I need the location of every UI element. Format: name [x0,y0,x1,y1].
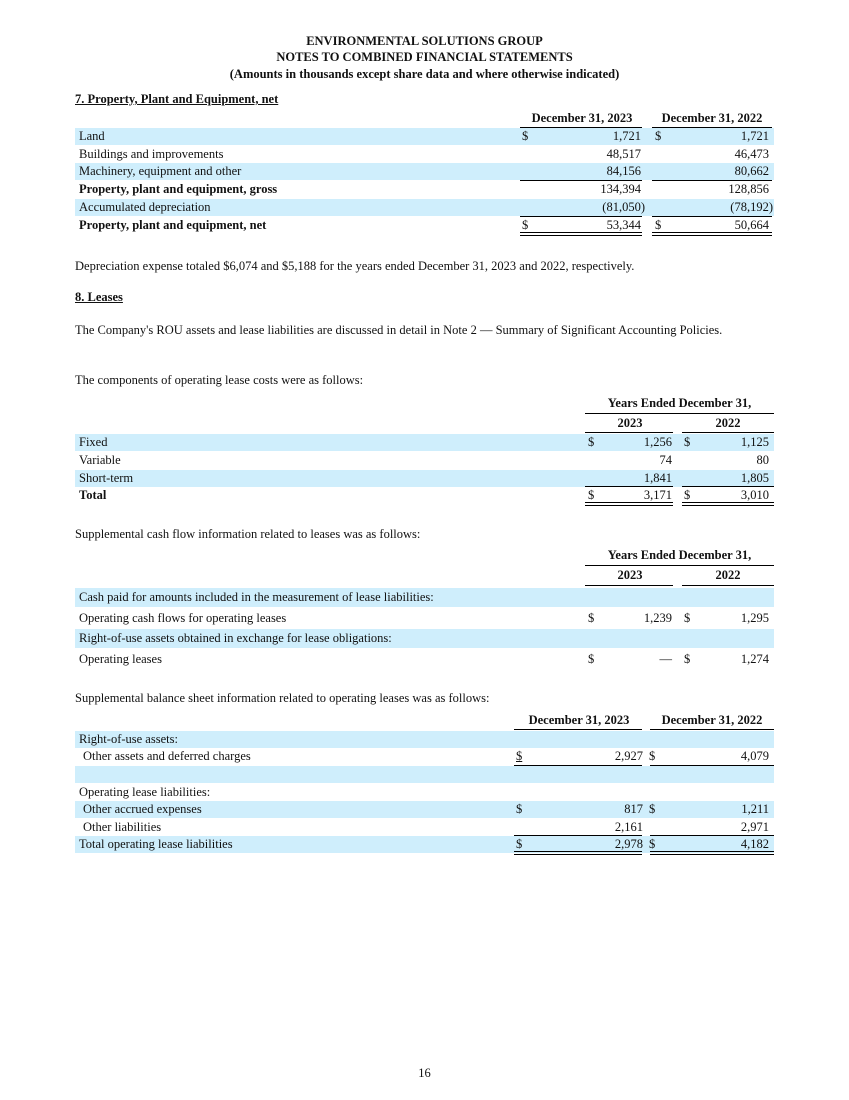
value-2022: 1,805 [740,471,769,485]
document-title: NOTES TO COMBINED FINANCIAL STATEMENTS [276,50,573,64]
lease-cost-fixed [75,434,774,451]
value-2022: 3,010 [740,488,769,502]
ppe-col-2023: December 31, 2023 [531,111,633,125]
year-rule [585,432,673,433]
row-label: Machinery, equipment and other [79,164,242,178]
document-subtitle: (Amounts in thousands except share data and where otherwise indicated) [229,67,620,81]
ppe-row-buildings [75,146,774,163]
balance-row-lease-liabilities [75,784,774,801]
value-2023: (81,050) [602,200,645,214]
currency-symbol: $ [649,749,656,763]
value-2023: 134,394 [600,182,641,196]
currency-symbol: $ [516,837,523,851]
years-header-rule [585,413,774,414]
value-2022: 80 [756,453,769,467]
page-number: 16 [418,1066,431,1080]
row-label: Other accrued expenses [83,802,202,816]
balance-row-rou-assets [75,731,774,748]
value-2023: 48,517 [606,147,641,161]
row-label: Total operating lease liabilities [79,837,233,851]
row-label: Buildings and improvements [79,147,224,161]
company-name: ENVIRONMENTAL SOLUTIONS GROUP [306,34,543,48]
value-2022: 50,664 [734,218,769,232]
value-2022: 128,856 [728,182,769,196]
value-2022: 1,721 [740,129,769,143]
leases-intro: The Company's ROU assets and lease liabilities are discussed in detail in Note 2 — Summary of Significant Accounting Policies. [75,323,723,337]
total-double-rule [650,851,774,855]
currency-symbol: $ [588,488,595,502]
years-header: Years Ended December 31, [607,396,752,410]
year-2023: 2023 [617,416,643,430]
row-label: Total [79,488,107,502]
year-2022: 2022 [715,416,741,430]
ppe-row-machinery [75,163,774,180]
currency-symbol: $ [588,435,595,449]
value-2022: 1,274 [740,652,769,666]
total-double-rule [682,502,774,506]
cashflow-row-cash-paid [75,588,774,607]
row-label: Property, plant and equipment, net [79,218,267,232]
row-label: Other assets and deferred charges [83,749,251,763]
value-2023: 74 [659,453,672,467]
row-label: Variable [79,453,121,467]
cashflow-row-operating-cash [75,609,774,628]
currency-symbol: $ [588,652,595,666]
value-2023: 84,156 [606,164,641,178]
balance-row-spacer [75,766,774,783]
row-label: Accumulated depreciation [79,200,211,214]
balance-col-2022: December 31, 2022 [661,713,763,727]
value-2022: 46,473 [734,147,769,161]
value-2023: 1,841 [643,471,672,485]
cashflow-row-rou-obtained [75,629,774,648]
row-label: Fixed [79,435,108,449]
balance-col-rule [514,729,642,730]
cashflow-row-operating-leases [75,650,774,669]
balance-row-other-assets [75,748,774,765]
row-label: Other liabilities [83,820,162,834]
total-double-rule [520,232,642,236]
value-2022: 4,079 [740,749,769,763]
row-label: Operating cash flows for operating leases [79,611,287,625]
value-2023: 2,927 [614,749,643,763]
year-rule [585,585,673,586]
cashflow-intro: Supplemental cash flow information related to leases was as follows: [75,527,421,541]
currency-symbol: $ [655,129,662,143]
row-label: Operating lease liabilities: [79,785,211,799]
ppe-row-gross [75,181,774,198]
value-2022: 1,295 [740,611,769,625]
depreciation-note: Depreciation expense totaled $6,074 and $5,188 for the years ended December 31, 2023 and 2022, respectively. [75,259,635,273]
currency-symbol: $ [649,802,656,816]
balance-col-rule [650,729,774,730]
total-double-rule [652,232,772,236]
lease-cost-short-term [75,470,774,487]
value-2022: (78,192) [730,200,773,214]
leases-heading: 8. Leases [75,290,123,304]
currency-symbol: $ [684,611,691,625]
year-2022: 2022 [715,568,741,582]
years-header-rule [585,565,774,566]
year-rule [682,585,774,586]
value-2023: 2,161 [614,820,643,834]
balance-row-accrued-expenses [75,801,774,818]
ppe-row-depreciation [75,199,774,216]
year-2023: 2023 [617,568,643,582]
currency-symbol: $ [684,435,691,449]
balance-col-2023: December 31, 2023 [528,713,630,727]
row-label: Property, plant and equipment, gross [79,182,278,196]
currency-symbol: $ [588,611,595,625]
value-2022: 1,211 [741,802,769,816]
row-label: Right-of-use assets: [79,732,178,746]
currency-symbol: $ [516,749,523,763]
value-2022: 2,971 [740,820,769,834]
value-2023: 817 [624,802,643,816]
balance-row-other-liabilities [75,819,774,836]
ppe-row-land [75,128,774,145]
value-2023: 1,721 [612,129,641,143]
total-double-rule [514,851,642,855]
row-label: Land [79,129,105,143]
currency-symbol: $ [649,837,656,851]
currency-symbol: $ [655,218,662,232]
currency-symbol: $ [522,218,529,232]
value-2022: 4,182 [740,837,769,851]
total-double-rule [585,502,673,506]
ppe-heading: 7. Property, Plant and Equipment, net [75,92,279,106]
row-label: Cash paid for amounts included in the measurement of lease liabilities: [79,590,434,604]
currency-symbol: $ [522,129,529,143]
ppe-col-2022: December 31, 2022 [661,111,763,125]
currency-symbol: $ [684,652,691,666]
value-2022: 80,662 [734,164,769,178]
balance-intro: Supplemental balance sheet information related to operating leases was as follows: [75,691,490,705]
value-2023: 1,256 [643,435,672,449]
row-label: Operating leases [79,652,162,666]
value-2023: 1,239 [643,611,672,625]
row-label: Right-of-use assets obtained in exchange for lease obligations: [79,631,392,645]
year-rule [682,432,774,433]
value-2023: 3,171 [643,488,672,502]
value-2022: 1,125 [740,435,769,449]
value-2023: — [659,652,672,666]
lease-cost-variable [75,452,774,469]
value-2023: 2,978 [614,837,643,851]
row-label: Short-term [79,471,134,485]
value-2023: 53,344 [606,218,641,232]
currency-symbol: $ [516,802,523,816]
components-intro: The components of operating lease costs were as follows: [75,373,364,387]
years-header: Years Ended December 31, [607,548,752,562]
currency-symbol: $ [684,488,691,502]
